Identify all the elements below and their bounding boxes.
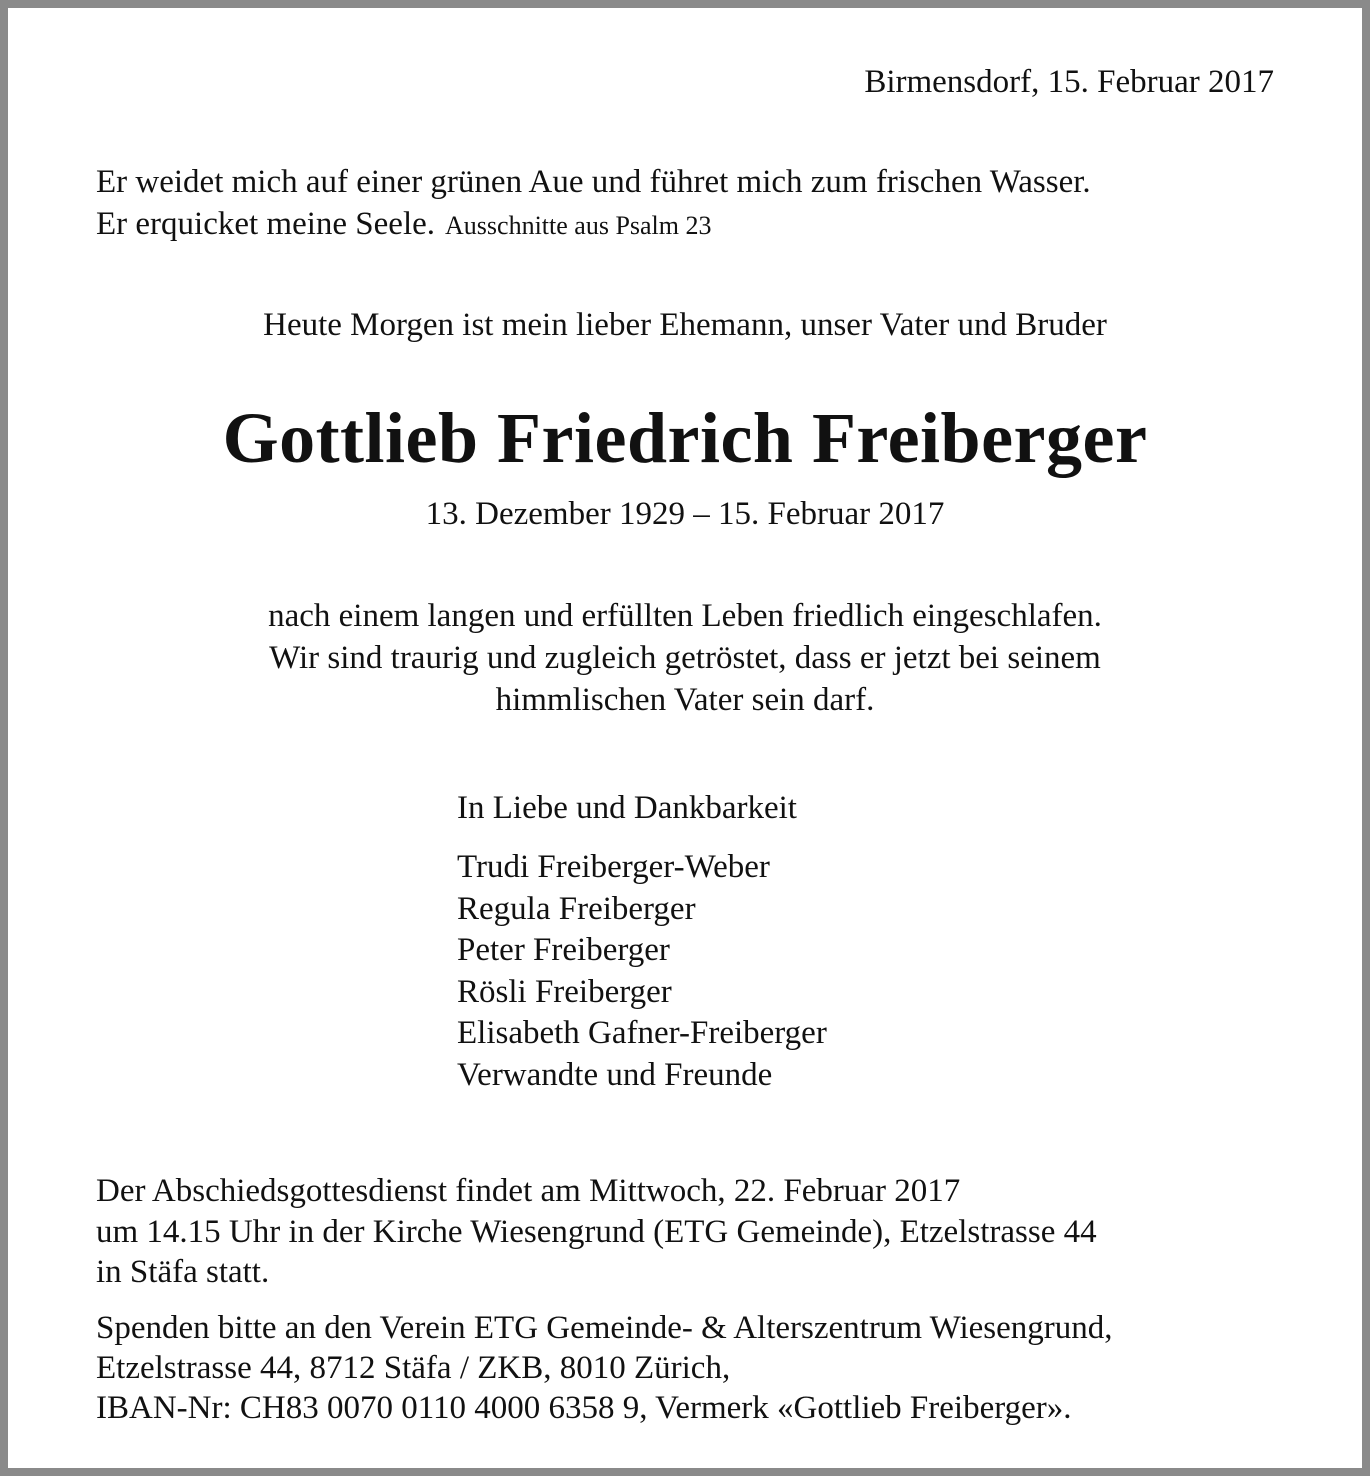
message-line-2: Wir sind traurig und zugleich getröstet, dass er jetzt bei seinem <box>269 640 1101 676</box>
service-line-3: in Stäfa statt. <box>96 1254 270 1290</box>
life-dates: 13. Dezember 1929 – 15. Februar 2017 <box>425 496 945 532</box>
mourner-name: Elisabeth Gafner-Freiberger <box>457 1015 827 1052</box>
service-line-1: Der Abschiedsgottesdienst findet am Mittwoch, 22. Februar 2017 <box>96 1173 961 1209</box>
donation-line-1: Spenden bitte an den Verein ETG Gemeinde- & Alterszentrum Wiesengrund, <box>96 1310 1113 1346</box>
service-line-2: um 14.15 Uhr in der Kirche Wiesengrund (ETG Gemeinde), Etzelstrasse 44 <box>96 1214 1097 1250</box>
mourner-name: Regula Freiberger <box>457 890 696 927</box>
psalm-line-2 <box>96 204 712 246</box>
mourners-block <box>457 788 827 1097</box>
place-date: Birmensdorf, 15. Februar 2017 <box>864 64 1274 100</box>
donation-line-2: Etzelstrasse 44, 8712 Stäfa / ZKB, 8010 Zürich, <box>96 1350 731 1386</box>
mourner-name: Verwandte und Freunde <box>457 1056 773 1093</box>
closing-phrase: In Liebe und Dankbarkeit <box>457 790 797 826</box>
mourner-name: Peter Freiberger <box>457 932 670 969</box>
message-line-3: himmlischen Vater sein darf. <box>495 682 875 718</box>
donation-line-3: IBAN-Nr: CH83 0070 0110 4000 6358 9, Vermerk «Gottlieb Freiberger». <box>96 1390 1072 1426</box>
psalm-line-1: Er weidet mich auf einer grünen Aue und führet mich zum frischen Wasser. <box>96 164 1091 200</box>
psalm-line-2-text: Er erquicket meine Seele. <box>96 206 436 242</box>
deceased-name: Gottlieb Friedrich Freiberger <box>222 398 1148 478</box>
mourner-name: Trudi Freiberger-Weber <box>457 849 770 885</box>
message-line-1: nach einem langen und erfüllten Leben friedlich eingeschlafen. <box>268 598 1102 634</box>
mourner-name: Rösli Freiberger <box>457 973 672 1010</box>
psalm-source: Ausschnitte aus Psalm 23 <box>445 211 712 240</box>
announcement-intro: Heute Morgen ist mein lieber Ehemann, unser Vater und Bruder <box>263 307 1107 343</box>
